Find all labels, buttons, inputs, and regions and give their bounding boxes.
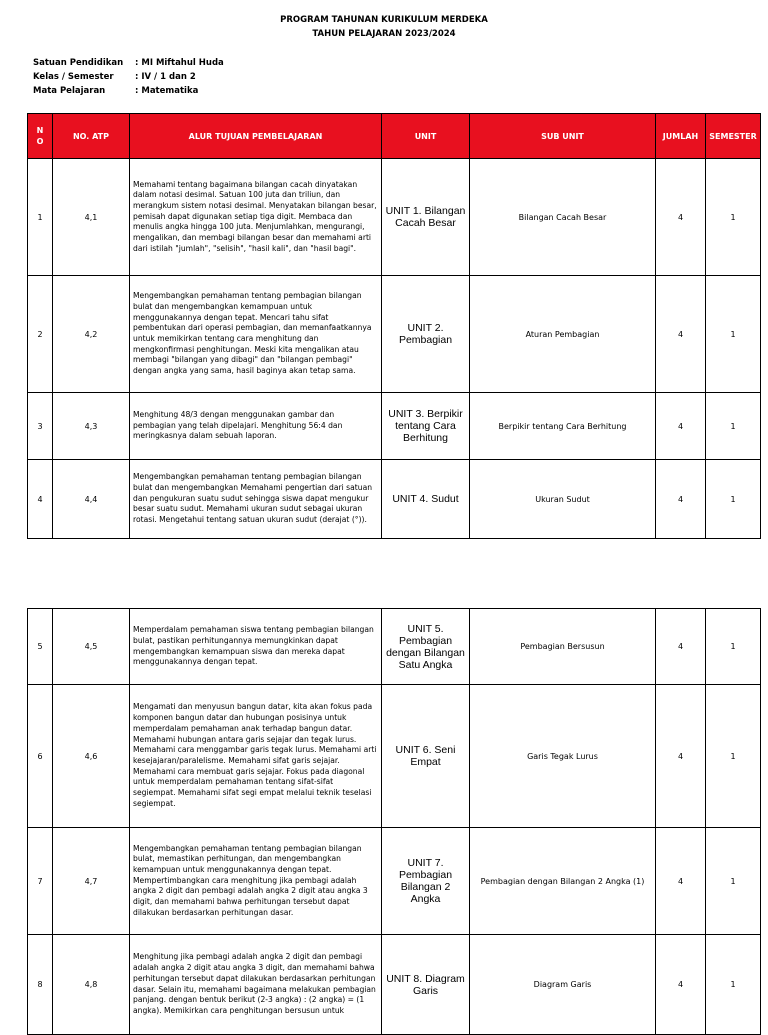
table-row (28, 460, 761, 539)
row-alur: Mengembangkan pemahaman tentang pembagian bilangan bulat dan mengembangkan kemampuan untuk menggunakannya dengan tepat. Mencari tahu sifat pembentukan dari operasi pembagian, dan memanfaatkannya untuk memikirkan tentang cara menghitung dan mengkonfirmasi penghitungan. Meski kita mengalikan atau membagi "bilangan yang dibagi" dan "bilangan pembagi" dengan angka yang sama, hasil baginya akan tetap sama. (130, 276, 382, 393)
info-row-kelas (33, 70, 224, 84)
col-header-jumlah: JUMLAH (656, 114, 706, 159)
row-jumlah: 4 (656, 828, 706, 935)
row-atp: 4,8 (53, 935, 130, 1035)
info-row-mapel (33, 84, 224, 98)
row-semester: 1 (706, 685, 761, 828)
table-row (28, 935, 761, 1035)
info-label: Satuan Pendidikan (33, 58, 124, 68)
row-sub-unit: Aturan Pembagian (470, 276, 656, 393)
row-alur: Mengembangkan pemahaman tentang pembagian bilangan bulat, memastikan perhitungan, dan mengembangkan kemampuan untuk menggunakannya dengan tepat. Mempertimbangkan cara menghitung jika pembagi adalah angka 2 digit dan pembagi adalah angka 2 digit atau angka 3 digit, dan memahami bahwa perhitungan tersebut dapat dilakukan berdasarkan perhitungan dasar. (130, 828, 382, 935)
row-alur: Menghitung 48/3 dengan menggunakan gambar dan pembagian yang telah dipelajari. Menghitung 56:4 dan meringkasnya dalam sebuah laporan. (130, 393, 382, 460)
row-jumlah: 4 (656, 276, 706, 393)
row-semester: 1 (706, 276, 761, 393)
row-alur: Memahami tentang bagaimana bilangan cacah dinyatakan dalam notasi desimal. Satuan 100 juta dan triliun, dan merangkum sistem notasi desimal. Menyatakan bilangan besar, pemisah dapat digunakan setiap tiga digit. Membaca dan menulis angka hingga 100 juta. Menjumlahkan, mengurangi, mengalikan, dan membagi bilangan besar dan memahami arti dari istilah "jumlah", "selisih", "hasil kali", dan "hasil bagi". (130, 159, 382, 276)
row-sub-unit: Diagram Garis (470, 935, 656, 1035)
col-header-sub-unit: SUB UNIT (470, 114, 656, 159)
row-atp: 4,5 (53, 609, 130, 685)
row-semester: 1 (706, 609, 761, 685)
table-row (28, 159, 761, 276)
row-alur: Mengembangkan pemahaman tentang pembagian bilangan bulat dan mengembangkan Memahami pengertian dari satuan dan pengukuran suatu sudut sehingga siswa dapat mengukur besar suatu sudut. Memahami ukuran sudut sebagai ukuran rotasi. Mengetahui tentang satuan ukuran sudut (derajat (°)). (130, 460, 382, 539)
row-atp: 4,3 (53, 393, 130, 460)
row-atp: 4,7 (53, 828, 130, 935)
row-no: 2 (28, 276, 53, 393)
col-header-no: N O (28, 114, 53, 159)
row-jumlah: 4 (656, 935, 706, 1035)
row-semester: 1 (706, 393, 761, 460)
row-sub-unit: Garis Tegak Lurus (470, 685, 656, 828)
row-no: 1 (28, 159, 53, 276)
row-unit: UNIT 1. Bilangan Cacah Besar (382, 159, 470, 276)
row-jumlah: 4 (656, 393, 706, 460)
row-semester: 1 (706, 460, 761, 539)
info-label: Mata Pelajaran (33, 86, 106, 96)
row-jumlah: 4 (656, 609, 706, 685)
row-sub-unit: Pembagian Bersusun (470, 609, 656, 685)
info-value: : Matematika (135, 86, 199, 96)
col-header-unit: UNIT (382, 114, 470, 159)
row-jumlah: 4 (656, 685, 706, 828)
col-header-semester: SEMESTER (706, 114, 761, 159)
row-no: 7 (28, 828, 53, 935)
row-atp: 4,2 (53, 276, 130, 393)
row-jumlah: 4 (656, 460, 706, 539)
row-unit: UNIT 7. Pembagian Bilangan 2 Angka (382, 828, 470, 935)
row-alur: Menghitung jika pembagi adalah angka 2 digit dan pembagi adalah angka 2 digit atau angka 3 digit, dan memahami bahwa perhitungan tersebut dapat dilakukan berdasarkan perhitungan dasar. Selain itu, memahami bagaimana melakukan pembagian panjang. dengan bentuk berikut (2-3 angka) : (2 angka) = (1 angka). Memikirkan cara penghitungan bersusun untuk (130, 935, 382, 1035)
info-block (33, 56, 224, 98)
document-subtitle: TAHUN PELAJARAN 2023/2024 (312, 29, 456, 39)
row-atp: 4,4 (53, 460, 130, 539)
row-semester: 1 (706, 828, 761, 935)
row-unit: UNIT 2. Pembagian (382, 276, 470, 393)
row-unit: UNIT 8. Diagram Garis (382, 935, 470, 1035)
row-atp: 4,1 (53, 159, 130, 276)
row-no: 8 (28, 935, 53, 1035)
row-atp: 4,6 (53, 685, 130, 828)
row-no: 5 (28, 609, 53, 685)
table-header-row (28, 114, 761, 159)
document-title: PROGRAM TAHUNAN KURIKULUM MERDEKA (280, 15, 488, 25)
program-table-page-1 (27, 113, 761, 539)
row-no: 3 (28, 393, 53, 460)
table-row (28, 685, 761, 828)
col-header-alur: ALUR TUJUAN PEMBELAJARAN (130, 114, 382, 159)
row-sub-unit: Berpikir tentang Cara Berhitung (470, 393, 656, 460)
row-unit: UNIT 5. Pembagian dengan Bilangan Satu Angka (382, 609, 470, 685)
row-unit: UNIT 6. Seni Empat (382, 685, 470, 828)
program-table-page-2 (27, 608, 761, 1035)
info-row-satuan (33, 56, 224, 70)
row-alur: Mengamati dan menyusun bangun datar, kita akan fokus pada komponen bangun datar dan hubungan posisinya untuk memperdalam pemahaman anak terhadap bangun datar. Memahami hubungan antara garis sejajar dan tegak lurus. Memahami cara menggambar garis tegak lurus. Memahami arti kesejajaran/paralelisme. Memahami sifat garis sejajar. Memahami cara membuat garis sejajar. Fokus pada diagonal untuk memperdalam pemahaman tentang sifat-sifat segiempat. Memahami sifat segi empat melalui teknik teselasi segiempat. (130, 685, 382, 828)
table-row (28, 609, 761, 685)
row-no: 4 (28, 460, 53, 539)
row-semester: 1 (706, 935, 761, 1035)
row-alur: Memperdalam pemahaman siswa tentang pembagian bilangan bulat, pastikan perhitungannya memungkinkan dapat mengembangkan kemampuan siswa dan mereka dapat menggunakannya dengan tepat. (130, 609, 382, 685)
row-sub-unit: Bilangan Cacah Besar (470, 159, 656, 276)
row-unit: UNIT 4. Sudut (382, 460, 470, 539)
table-row (28, 828, 761, 935)
info-value: : MI Miftahul Huda (135, 58, 224, 68)
row-no: 6 (28, 685, 53, 828)
row-jumlah: 4 (656, 159, 706, 276)
col-header-atp: NO. ATP (53, 114, 130, 159)
table-row (28, 276, 761, 393)
row-sub-unit: Ukuran Sudut (470, 460, 656, 539)
info-value: : IV / 1 dan 2 (135, 72, 196, 82)
row-unit: UNIT 3. Berpikir tentang Cara Berhitung (382, 393, 470, 460)
table-row (28, 393, 761, 460)
info-label: Kelas / Semester (33, 72, 114, 82)
row-semester: 1 (706, 159, 761, 276)
row-sub-unit: Pembagian dengan Bilangan 2 Angka (1) (470, 828, 656, 935)
